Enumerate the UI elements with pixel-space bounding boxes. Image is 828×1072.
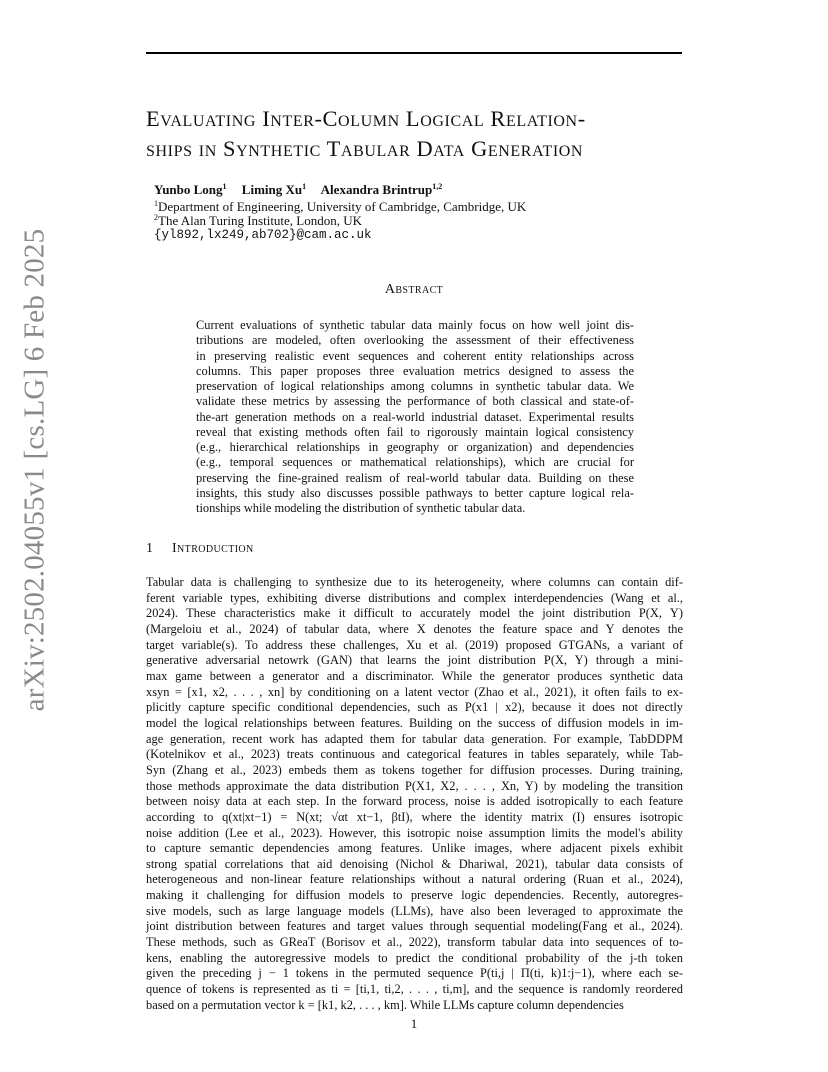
author-affiliation-mark: 1 [222,182,227,191]
top-rule [146,52,682,54]
text-line: insights, this study also discusses possible pathways to better capture logical rela- [196,485,634,500]
text-line: (e.g., hierarchical relationships in geography or organization) and dependencies [196,440,634,454]
affiliation-text: Department of Engineering, University of Cambridge, Cambridge, UK [158,199,527,214]
text-line: preserving the fine-grained realism of real-world tabular data. Building on these [196,470,634,485]
section-title: Introduction [172,541,254,556]
section-number: 1 [146,541,153,556]
abstract-body [196,318,634,516]
text-line: based on a permutation vector k = [k1, k2, . . . , km]. While LLMs capture column dependencies [146,997,624,1012]
page-number: 1 [410,1016,418,1031]
author-list [154,182,442,198]
arxiv-identifier: arXiv:2502.04055v1 [cs.LG] 6 Feb 2025 [18,228,51,712]
text-line: ferent variable types, exhibiting diverse distributions and complex interdependencies (Wang et al., [146,590,683,605]
text-line: according to q(xt|xt−1) = N(xt; √αt xt−1, βtI), where the identity matrix (I) ensures isotropic [146,809,683,824]
text-line: These methods, such as GReaT (Borisov et al., 2022), transform tabular data into sequences of to- [146,935,683,950]
text-line: to capture semantic dependencies among features. Unlike images, where adjacent pixels exhibit [146,841,683,856]
text-line: (Margeloiu et al., 2024) of tabular data, where X denotes the feature space and Y denotes the [146,621,683,636]
affiliation-mark: 1 [154,199,158,208]
text-line: the-art generation methods on a real-world industrial dataset. Experimental results [196,409,634,424]
text-line: target variable(s). To address these challenges, Xu et al. (2019) proposed GTGANs, a variant of [146,637,683,652]
text-line: xsyn = [x1, x2, . . . , xn] by conditioning on a latent vector (Zhao et al., 2021), it often fails to ex- [146,684,683,699]
arxiv-sidebar-stamp [14,228,56,712]
text-line: given the preceding j − 1 tokens in the permuted sequence P(ti,j | Π(ti, k)1:j−1), where each se- [146,966,683,981]
author-affiliation-mark: 1,2 [432,182,443,191]
text-line: heterogeneous and non-linear feature relationships without a natural ordering (Ruan et al., 2024), [146,872,683,887]
abstract-heading: Abstract [384,282,444,297]
text-line: Tabular data is challenging to synthesize due to its heterogeneity, where columns can contain dif- [146,575,683,589]
text-line: columns. This paper proposes three evaluation metrics designed to assess the [196,363,634,378]
affiliation-text: The Alan Turing Institute, London, UK [158,213,363,228]
text-line: quence of tokens is represented as ti = [ti,1, ti,2, . . . , ti,m], and the sequence is randomly reordered [146,982,683,997]
text-line: (Kotelnikov et al., 2023) treats continuous and categorical features in tables separately, while Tab- [146,747,683,762]
text-line: generative adversarial netowrk (GAN) that learns the joint distribution P(X, Y) through a mini- [146,653,683,668]
text-line: preservation of logical relationships among columns in synthetic tabular data. We [196,379,634,393]
text-line: reveal that existing methods often fail to rigorously maintain logical consistency [196,424,634,439]
text-line: max game between a generator and a discriminator. While the generator produces synthetic data [146,668,683,683]
text-line: model the logical relationships between features. Building on the success of diffusion models in im- [146,715,683,730]
text-line: validate these metrics by assessing the performance of both classical and state-of- [196,394,634,409]
introduction-body [146,575,683,1013]
affiliation [154,213,362,229]
paper-title [146,104,706,164]
text-line: tributions are modeled, often overlooking the assessment of their effectiveness [196,333,634,348]
text-line: in preserving realistic event sequences and coherent entity relationships across [196,348,634,363]
author-emails: {yl892,lx249,ab702}@cam.ac.uk [154,228,372,242]
text-line: kens, enabling the autoregressive models to predict the conditional probability of the j-th token [146,950,683,965]
text-line: Current evaluations of synthetic tabular data mainly focus on how well joint dis- [196,318,634,332]
affiliation-mark: 2 [154,213,158,222]
author-affiliation-mark: 1 [302,182,307,191]
text-line: noise addition (Lee et al., 2023). However, this isotropic noise assumption limits the model's ability [146,825,683,840]
section-heading [146,541,254,557]
text-line: those methods approximate the data distribution P(X1, X2, . . . , Xn, Y) by modeling the transition [146,778,683,793]
title-line: Evaluating Inter-Column Logical Relation- [146,106,586,131]
text-line: making it challenging for diffusion models to preserve logic dependencies. Recently, autoregres- [146,888,683,903]
text-line: plicitly capture specific conditional dependencies, such as P(x1 | x2), because it does not directly [146,700,683,715]
text-line: Syn (Zhang et al., 2023) embeds them as tokens together for diffusion processes. During training, [146,762,683,777]
author-name: Liming Xu [241,182,303,197]
text-line: joint distribution between features and target values through sequential modeling(Fang et al., 2024). [146,919,683,934]
text-line: between noisy data at each step. In the forward process, noise is added isotropically to each feature [146,794,683,809]
text-line: strong spatial correlations that aid denoising (Nichol & Dhariwal, 2021), tabular data consists of [146,856,683,871]
text-line: (e.g., temporal sequences or mathematical relationships), which are crucial for [196,455,634,470]
author-name: Yunbo Long [154,182,223,197]
text-line: age generation, recent work has adapted them for tabular data generation. For example, TabDDPM [146,731,683,746]
author-name: Alexandra Brintrup [320,182,433,197]
text-line: 2024). These characteristics make it difficult to accurately model the joint distribution P(X, Y) [146,606,683,621]
text-line: tionships while modeling the distribution of synthetic tabular data. [196,501,526,515]
title-line: ships in Synthetic Tabular Data Generation [146,136,584,161]
text-line: sive models, such as large language models (LLMs), have also been leveraged to approximate the [146,903,683,918]
